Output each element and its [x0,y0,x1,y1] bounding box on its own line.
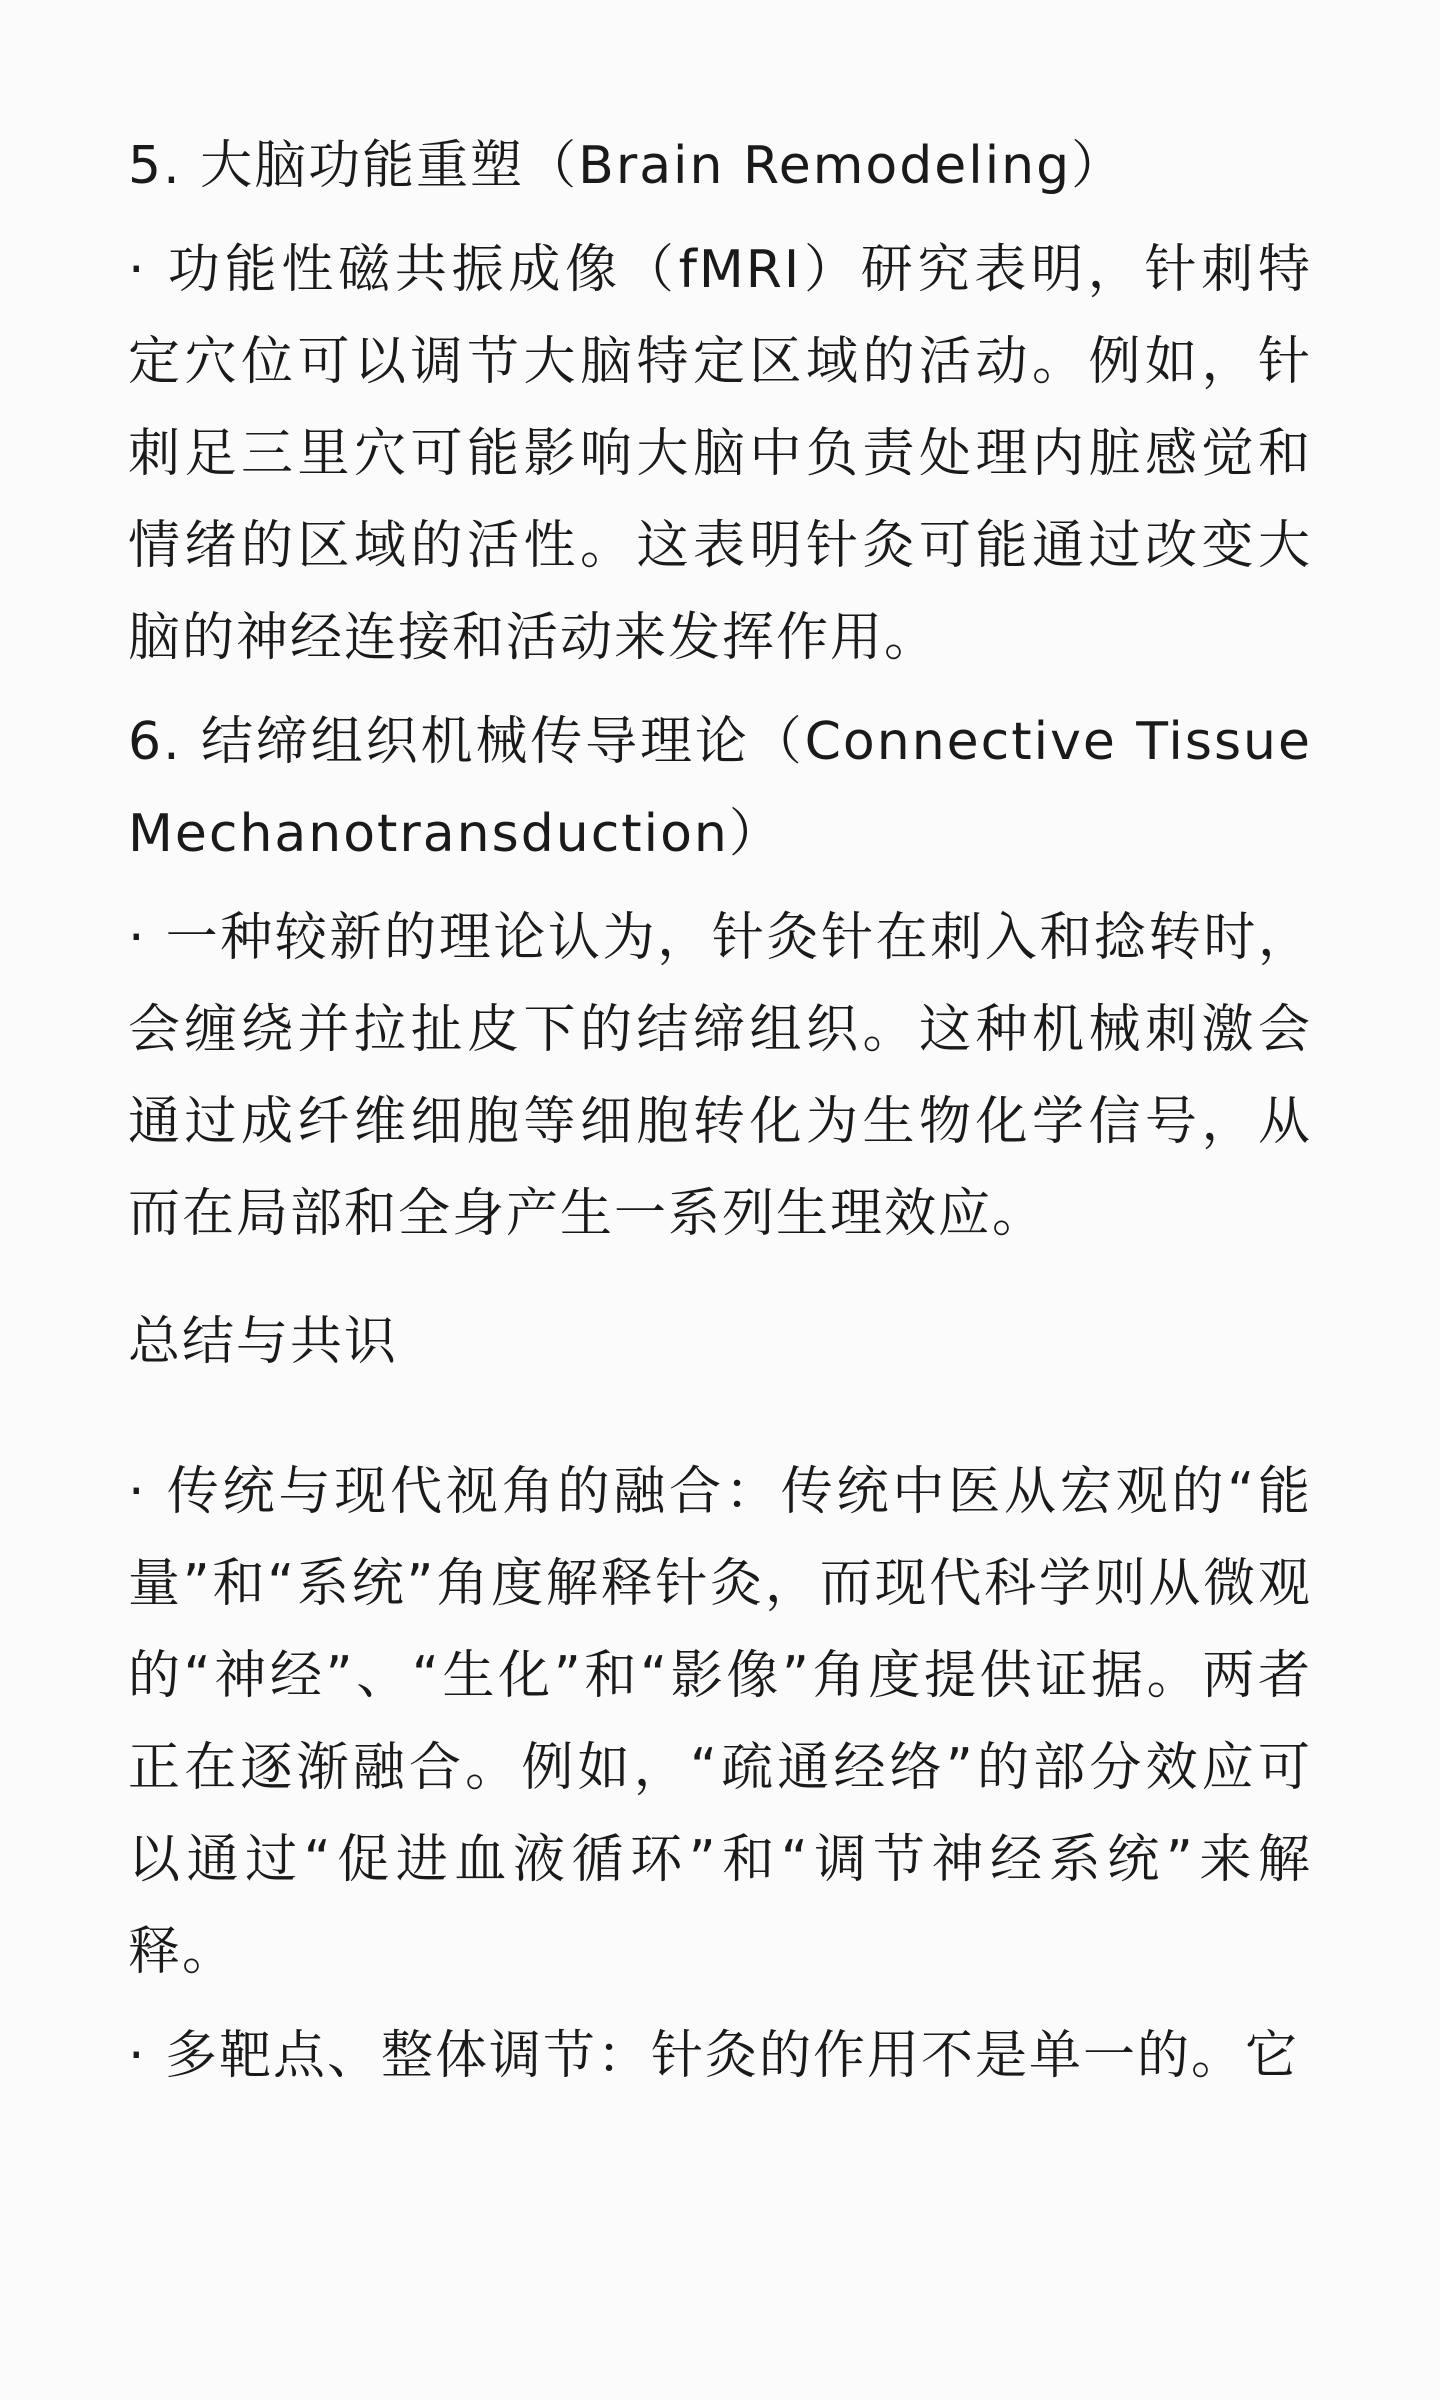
article-body [128,120,1312,2102]
summary-paragraph-multi-target: · 多靶点、整体调节：针灸的作用不是单一的。它 [128,2026,1300,2086]
section-heading-brain-remodeling: 5. 大脑功能重塑（Brain Remodeling） [128,136,1126,196]
section-paragraph-connective-tissue: · 一种较新的理论认为，针灸针在刺入和捻转时，会缠绕并拉扯皮下的结缔组织。这种机械刺激会通过成纤维细胞等细胞转化为生物化学信号，从而在局部和全身产生一系列生理效应。 [128,908,1312,1244]
section-heading-connective-tissue: 6. 结缔组织机械传导理论（Connective Tissue Mechanotransduction） [128,712,1312,864]
section-paragraph-brain-remodeling: · 功能性磁共振成像（fMRI）研究表明，针刺特定穴位可以调节大脑特定区域的活动。例如，针刺足三里穴可能影响大脑中负责处理内脏感觉和情绪的区域的活性。这表明针灸可能通过改变大脑的神经连接和活动来发挥作用。 [128,240,1312,668]
summary-paragraph-fusion: · 传统与现代视角的融合：传统中医从宏观的“能量”和“系统”角度解释针灸，而现代科学则从微观的“神经”、“生化”和“影像”角度提供证据。两者正在逐渐融合。例如，“疏通经络”的部分效应可以通过“促进血液循环”和“调节神经系统”来解释。 [128,1462,1312,1982]
summary-title: 总结与共识 [128,1312,399,1372]
